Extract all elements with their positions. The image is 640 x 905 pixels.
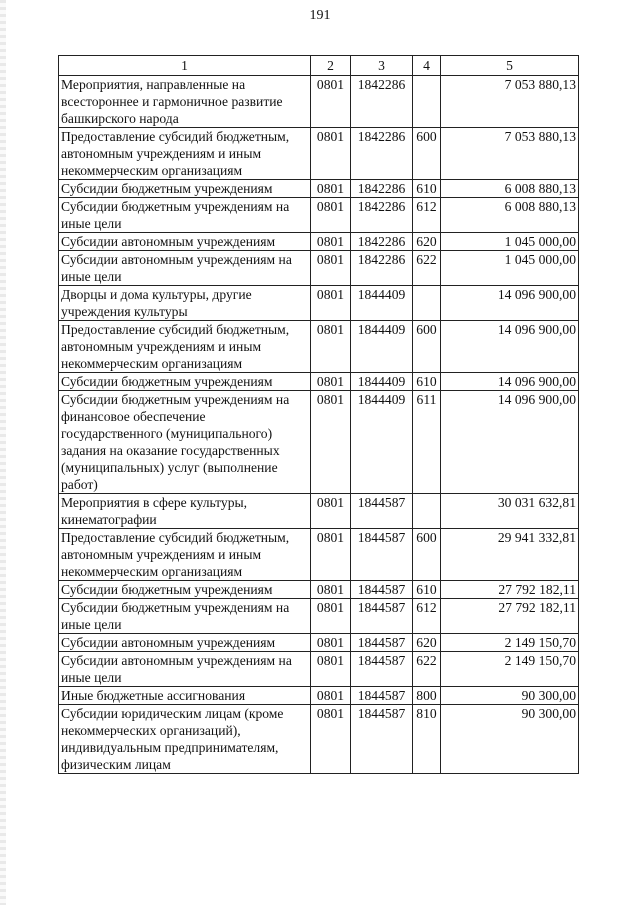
column-header: 4 [413,56,441,76]
row-name-cell: Иные бюджетные ассигнования [59,687,311,705]
row-type-cell: 620 [413,634,441,652]
row-amount-cell: 29 941 332,81 [441,529,579,581]
row-name-cell: Дворцы и дома культуры, другие учреждения культуры [59,286,311,321]
row-type-cell: 600 [413,128,441,180]
row-section-cell: 0801 [311,373,351,391]
row-amount-cell: 1 045 000,00 [441,233,579,251]
row-name-cell: Предоставление субсидий бюджетным, автономным учреждениям и иным некоммерческим организациям [59,321,311,373]
row-name-cell: Субсидии бюджетным учреждениям [59,180,311,198]
table-row [59,286,579,321]
row-amount-cell: 14 096 900,00 [441,391,579,494]
row-amount-cell: 7 053 880,13 [441,128,579,180]
row-name-cell: Субсидии бюджетным учреждениям [59,373,311,391]
row-code-cell: 1844587 [351,652,413,687]
row-type-cell: 800 [413,687,441,705]
row-code-cell: 1844587 [351,581,413,599]
row-code-cell: 1844409 [351,373,413,391]
table-row [59,705,579,774]
row-code-cell: 1844409 [351,391,413,494]
budget-table [58,55,579,774]
row-amount-cell: 7 053 880,13 [441,76,579,128]
row-code-cell: 1844587 [351,494,413,529]
row-code-cell: 1844587 [351,599,413,634]
row-type-cell: 610 [413,581,441,599]
row-code-cell: 1842286 [351,198,413,233]
row-amount-cell: 2 149 150,70 [441,634,579,652]
row-name-cell: Предоставление субсидий бюджетным, автономным учреждениям и иным некоммерческим организациям [59,529,311,581]
row-code-cell: 1844587 [351,705,413,774]
table-row [59,233,579,251]
table-header-row [59,56,579,76]
row-type-cell: 610 [413,373,441,391]
row-name-cell: Субсидии бюджетным учреждениям [59,581,311,599]
row-amount-cell: 90 300,00 [441,705,579,774]
table-row [59,634,579,652]
table-row [59,180,579,198]
table-row [59,198,579,233]
row-name-cell: Субсидии автономным учреждениям на иные цели [59,251,311,286]
row-code-cell: 1844587 [351,687,413,705]
row-amount-cell: 6 008 880,13 [441,198,579,233]
table-row [59,76,579,128]
row-section-cell: 0801 [311,687,351,705]
table-row [59,599,579,634]
row-type-cell: 612 [413,198,441,233]
row-type-cell [413,76,441,128]
row-type-cell: 610 [413,180,441,198]
table-row [59,391,579,494]
row-type-cell: 622 [413,652,441,687]
row-name-cell: Субсидии автономным учреждениям на иные цели [59,652,311,687]
row-code-cell: 1844409 [351,321,413,373]
row-name-cell: Субсидии бюджетным учреждениям на финансовое обеспечение государственного (муниципального) задания на оказание государственных (муниципальных) услуг (выполнение работ) [59,391,311,494]
row-section-cell: 0801 [311,233,351,251]
column-header: 1 [59,56,311,76]
row-amount-cell: 14 096 900,00 [441,373,579,391]
row-section-cell: 0801 [311,634,351,652]
row-code-cell: 1842286 [351,233,413,251]
row-section-cell: 0801 [311,391,351,494]
row-type-cell: 810 [413,705,441,774]
row-amount-cell: 90 300,00 [441,687,579,705]
row-amount-cell: 1 045 000,00 [441,251,579,286]
row-code-cell: 1842286 [351,76,413,128]
row-section-cell: 0801 [311,599,351,634]
table-row [59,652,579,687]
row-section-cell: 0801 [311,286,351,321]
row-type-cell: 620 [413,233,441,251]
row-code-cell: 1844409 [351,286,413,321]
row-section-cell: 0801 [311,581,351,599]
row-name-cell: Мероприятия, направленные на всестороннее и гармоничное развитие башкирского народа [59,76,311,128]
row-section-cell: 0801 [311,652,351,687]
column-header: 2 [311,56,351,76]
row-code-cell: 1842286 [351,251,413,286]
table-row [59,321,579,373]
row-name-cell: Субсидии автономным учреждениям [59,634,311,652]
table-row [59,494,579,529]
row-section-cell: 0801 [311,251,351,286]
row-section-cell: 0801 [311,705,351,774]
row-section-cell: 0801 [311,76,351,128]
column-header: 3 [351,56,413,76]
table-row [59,373,579,391]
row-type-cell: 611 [413,391,441,494]
row-type-cell: 622 [413,251,441,286]
row-code-cell: 1844587 [351,529,413,581]
row-amount-cell: 6 008 880,13 [441,180,579,198]
table-row [59,687,579,705]
row-section-cell: 0801 [311,321,351,373]
scan-edge [0,0,6,905]
page-number: 191 [309,8,331,23]
row-type-cell [413,494,441,529]
row-type-cell: 600 [413,529,441,581]
row-amount-cell: 14 096 900,00 [441,321,579,373]
row-section-cell: 0801 [311,128,351,180]
row-code-cell: 1842286 [351,180,413,198]
row-name-cell: Субсидии юридическим лицам (кроме некоммерческих организаций), индивидуальным предпринимателям, физическим лицам [59,705,311,774]
row-name-cell: Субсидии бюджетным учреждениям на иные цели [59,599,311,634]
column-header: 5 [441,56,579,76]
row-name-cell: Мероприятия в сфере культуры, кинематографии [59,494,311,529]
row-section-cell: 0801 [311,494,351,529]
table-row [59,251,579,286]
row-section-cell: 0801 [311,180,351,198]
row-section-cell: 0801 [311,529,351,581]
row-code-cell: 1842286 [351,128,413,180]
row-name-cell: Субсидии автономным учреждениям [59,233,311,251]
row-name-cell: Предоставление субсидий бюджетным, автономным учреждениям и иным некоммерческим организациям [59,128,311,180]
table-row [59,128,579,180]
row-type-cell [413,286,441,321]
row-type-cell: 600 [413,321,441,373]
row-amount-cell: 14 096 900,00 [441,286,579,321]
row-name-cell: Субсидии бюджетным учреждениям на иные цели [59,198,311,233]
row-type-cell: 612 [413,599,441,634]
row-amount-cell: 30 031 632,81 [441,494,579,529]
row-amount-cell: 27 792 182,11 [441,599,579,634]
row-amount-cell: 2 149 150,70 [441,652,579,687]
row-amount-cell: 27 792 182,11 [441,581,579,599]
table-row [59,581,579,599]
table-row [59,529,579,581]
row-code-cell: 1844587 [351,634,413,652]
row-section-cell: 0801 [311,198,351,233]
